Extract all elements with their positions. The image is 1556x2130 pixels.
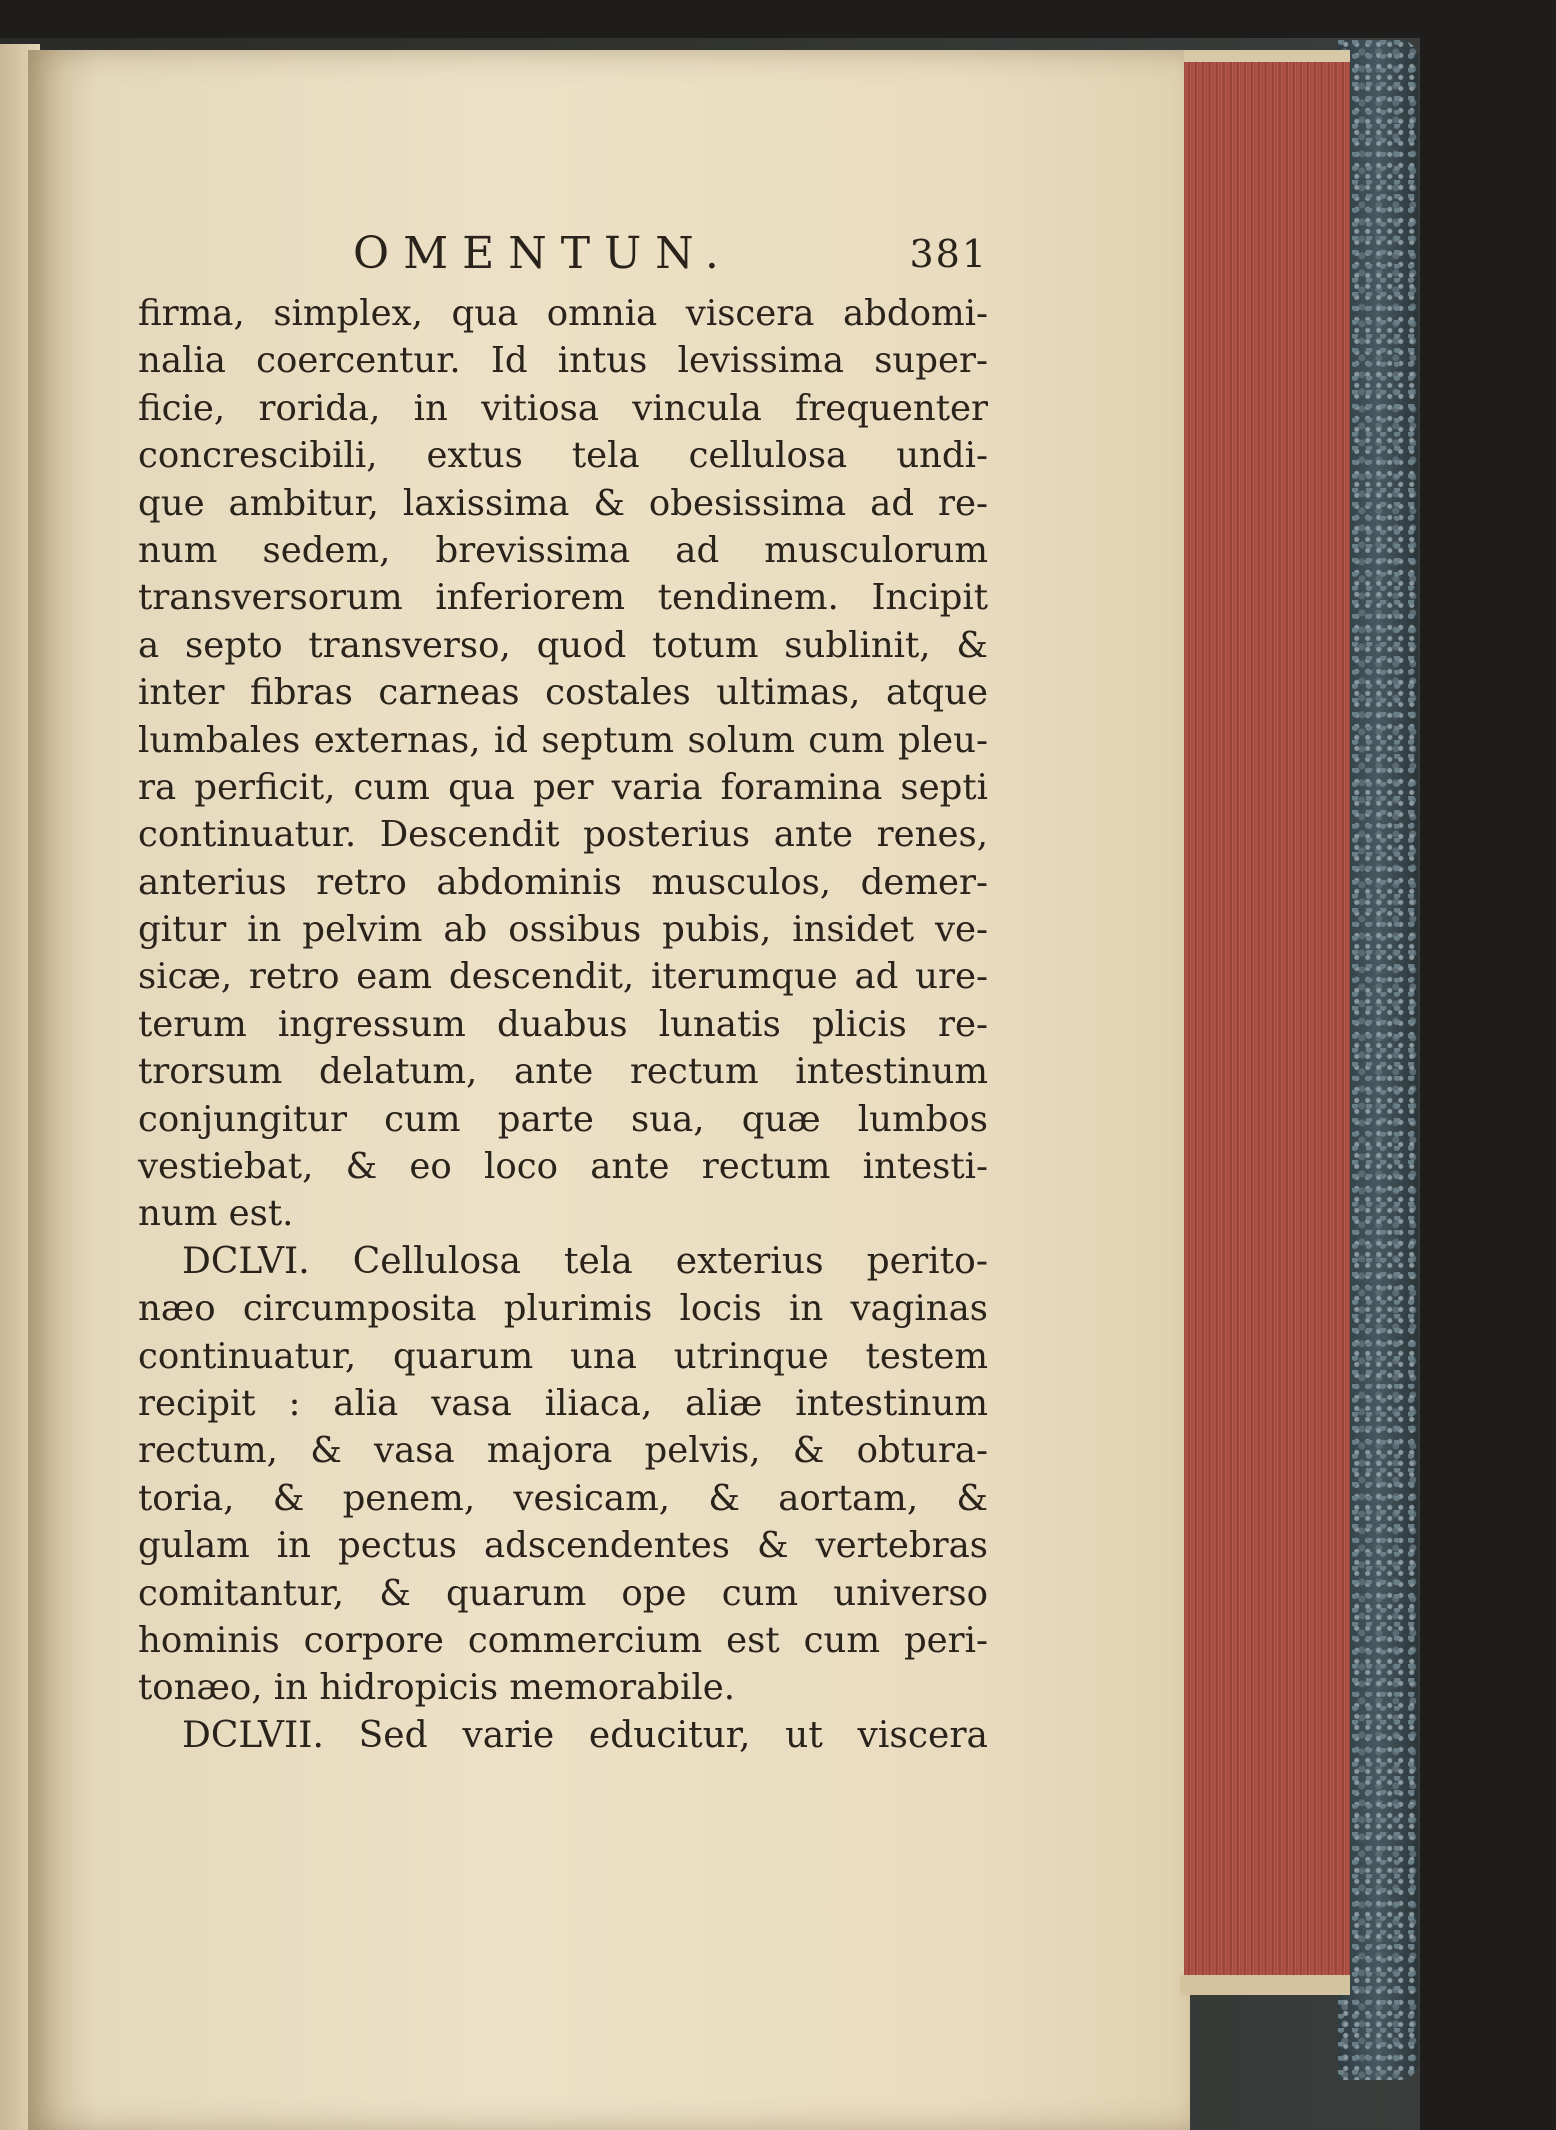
section-start-line: DCLVII. Sed varie educitur, ut viscera [182,1714,988,1756]
page-text-block [138,228,988,1759]
text-line: hominis corpore commercium est cum peri- [138,1619,988,1661]
text-line: inter fibras carneas costales ultimas, atque [138,672,988,714]
marbled-cover-edge [1338,40,1418,2080]
text-line: gulam in pectus adscendentes & vertebras [138,1525,988,1567]
text-line: comitantur, & quarum ope cum universo [138,1572,988,1614]
text-line: firma, simplex, qua omnia viscera abdomi- [138,293,988,334]
text-line: num sedem, brevissima ad musculorum [138,529,988,571]
text-line: continuatur, quarum una utrinque testem [138,1335,988,1377]
text-line: lumbales externas, id septum solum cum pleu- [138,719,988,761]
text-line: terum ingressum duabus lunatis plicis re- [138,1003,988,1045]
text-line: nalia coercentur. Id intus levissima super- [138,340,988,382]
text-line: concrescibili, extus tela cellulosa undi- [138,435,988,477]
text-line: conjungitur cum parte sua, quæ lumbos [138,1098,988,1140]
running-head [138,228,988,290]
text-line: recipit : alia vasa iliaca, aliæ intestinum [138,1382,988,1424]
running-title: OMENTUN. [353,228,733,279]
text-line: rectum, & vasa majora pelvis, & obtura- [138,1430,988,1472]
text-line: gitur in pelvim ab ossibus pubis, insidet ve- [138,909,988,951]
book-page [28,50,1190,2130]
text-line: continuatur. Descendit posterius ante renes, [138,814,988,856]
text-line: toria, & penem, vesicam, & aortam, & [138,1477,988,1519]
text-line: transversorum inferiorem tendinem. Incipit [138,577,988,619]
text-line: sicæ, retro eam descendit, iterumque ad ure- [138,956,988,998]
text-line: que ambitur, laxissima & obesissima ad re- [138,482,988,524]
text-line: trorsum delatum, ante rectum intestinum [138,1051,988,1093]
page-edges-bottom [1180,1975,1350,1995]
text-line: næo circumposita plurimis locis in vaginas [138,1288,988,1330]
text-line: a septo transverso, quod totum sublinit, & [138,624,988,666]
section-start-line: DCLVI. Cellulosa tela exterius perito- [182,1240,988,1282]
text-line: ra perficit, cum qua per varia foramina septi [138,766,988,808]
text-line: anterius retro abdominis musculos, demer- [138,861,988,903]
text-line: num est. [138,1193,294,1235]
page-number: 381 [909,232,988,276]
text-line: ficie, rorida, in vitiosa vincula frequenter [138,387,988,429]
text-line: vestiebat, & eo loco ante rectum intesti- [138,1146,988,1188]
text-line: tonæo, in hidropicis memorabile. [138,1667,735,1709]
red-page-edges [1184,62,1350,1982]
